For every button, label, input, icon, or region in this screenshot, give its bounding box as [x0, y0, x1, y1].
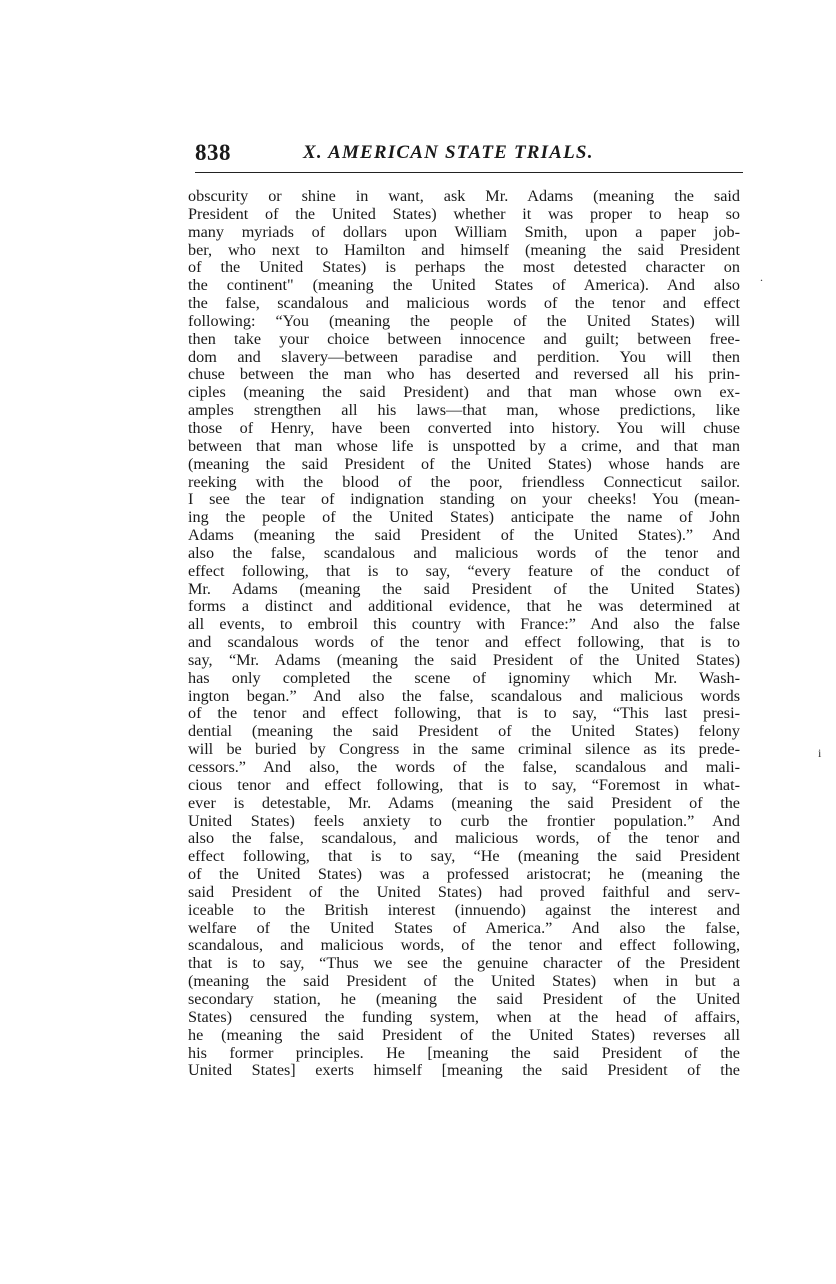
text-line: the continent" (meaning the United States of America). And also — [188, 277, 740, 295]
text-line: effect following, that is to say, “every feature of the conduct of — [188, 562, 740, 580]
text-line: also the false, scandalous and malicious words of the tenor and — [188, 544, 740, 562]
text-line: the false, scandalous and malicious words of the tenor and effect — [188, 295, 740, 313]
text-line: President of the United States) whether it was proper to heap so — [188, 205, 740, 223]
text-line: effect following, that is to say, “He (meaning the said President — [188, 848, 740, 866]
text-line: welfare of the United States of America.” And also the false, — [188, 919, 740, 937]
text-line: ever is detestable, Mr. Adams (meaning the said President of the — [188, 794, 740, 812]
text-line: of the tenor and effect following, that is to say, “This last presi- — [188, 705, 740, 723]
text-line: said President of the United States) had proved faithful and serv- — [188, 883, 740, 901]
text-line: iceable to the British interest (innuendo) against the interest and — [188, 901, 740, 919]
text-line: of the United States) was a professed aristocrat; he (meaning the — [188, 866, 740, 884]
page-header — [195, 140, 743, 170]
page-number: 838 — [195, 140, 231, 165]
text-line: and scandalous words of the tenor and effect following, that is to — [188, 634, 740, 652]
text-line: dential (meaning the said President of the United States) felony — [188, 723, 740, 741]
text-line: Adams (meaning the said President of the United States).” And — [188, 527, 740, 545]
body-text — [188, 188, 740, 1080]
text-line: ington began.” And also the false, scandalous and malicious words — [188, 687, 740, 705]
text-line: say, “Mr. Adams (meaning the said President of the United States) — [188, 651, 740, 669]
text-line: ciples (meaning the said President) and that man whose own ex- — [188, 384, 740, 402]
text-line: ber, who next to Hamilton and himself (meaning the said President — [188, 241, 740, 259]
header-rule — [195, 172, 743, 173]
running-head: X. AMERICAN STATE TRIALS. — [303, 142, 594, 163]
text-line: cessors.” And also, the words of the false, scandalous and mali- — [188, 759, 740, 776]
text-line: all events, to embroil this country with France:” And also the false — [188, 616, 740, 634]
text-line: States) censured the funding system, when at the head of affairs, — [188, 1008, 740, 1026]
text-line: ing the people of the United States) anticipate the name of John — [188, 509, 740, 527]
text-line: of the United States) is perhaps the most detested character on — [188, 259, 740, 277]
text-line: has only completed the scene of ignominy which Mr. Wash- — [188, 669, 740, 687]
text-line: cious tenor and effect following, that is to say, “Foremost in what- — [188, 776, 740, 794]
text-line: United States) feels anxiety to curb the frontier population.” And — [188, 812, 740, 830]
text-line: (meaning the said President of the United States) when in but a — [188, 973, 740, 991]
text-line: forms a distinct and additional evidence, that he was determined at — [188, 598, 740, 616]
text-line: he (meaning the said President of the United States) reverses all — [188, 1026, 740, 1044]
text-line: dom and slavery—between paradise and perdition. You will then — [188, 348, 740, 366]
text-line: (meaning the said President of the United States) whose hands are — [188, 455, 740, 473]
text-line: will be buried by Congress in the same criminal silence as its prede- — [188, 741, 740, 759]
text-line: obscurity or shine in want, ask Mr. Adams (meaning the said — [188, 188, 740, 205]
text-line: then take your choice between innocence and guilt; between free- — [188, 330, 740, 348]
text-line: I see the tear of indignation standing on your cheeks! You (mean- — [188, 491, 740, 509]
text-line: Mr. Adams (meaning the said President of the United States) — [188, 580, 740, 598]
text-line: United States] exerts himself [meaning the said President of the — [188, 1062, 740, 1080]
text-line: also the false, scandalous, and malicious words, of the tenor and — [188, 830, 740, 848]
text-line: scandalous, and malicious words, of the tenor and effect following, — [188, 937, 740, 955]
text-line: between that man whose life is unspotted by a crime, and that man — [188, 437, 740, 455]
text-line: those of Henry, have been converted into history. You will chuse — [188, 419, 740, 437]
text-line: reeking with the blood of the poor, friendless Connecticut sailor. — [188, 473, 740, 491]
text-line: that is to say, “Thus we see the genuine character of the President — [188, 955, 740, 973]
text-line: his former principles. He [meaning the said President of the — [188, 1044, 740, 1062]
text-line: amples strengthen all his laws—that man, whose predictions, like — [188, 402, 740, 420]
stray-mark: . — [760, 270, 763, 284]
stray-mark: i — [818, 746, 822, 760]
text-line: chuse between the man who has deserted and reversed all his prin- — [188, 366, 740, 384]
text-line: many myriads of dollars upon William Smith, upon a paper job- — [188, 223, 740, 241]
text-line: secondary station, he (meaning the said President of the United — [188, 990, 740, 1008]
text-line: following: “You (meaning the people of the United States) will — [188, 312, 740, 330]
